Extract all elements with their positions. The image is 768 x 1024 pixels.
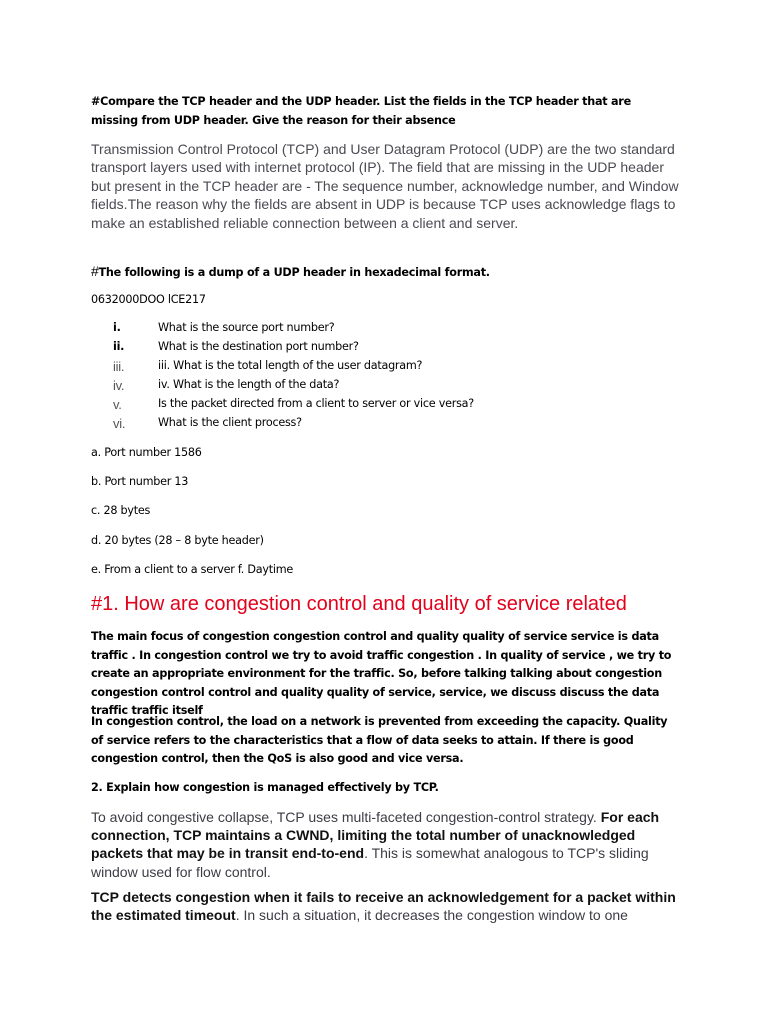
sub-question-list	[113, 321, 673, 435]
list-item: iii. iii. What is the total length of the user datagram?	[113, 359, 423, 374]
paragraph-congestion-load: In congestion control, the load on a network is prevented from exceeding the capacity. Quality of service refers to the characteristics that a flow of data seeks to attain. If there is good congestion control, then the QoS is also good and vice versa.	[91, 715, 668, 765]
question-tcp-congestion: 2. Explain how congestion is managed effectively by TCP.	[91, 781, 439, 794]
list-item: ii. What is the destination port number?	[113, 340, 359, 353]
answer-d: d. 20 bytes (28 – 8 byte header)	[91, 534, 264, 547]
list-item: vi. What is the client process?	[113, 416, 302, 431]
udp-dump-prompt: The following is a dump of a UDP header in hexadecimal format.	[98, 266, 490, 279]
question-udp-dump	[91, 262, 681, 283]
section-heading-congestion-qos: #1. How are congestion control and quality of service related	[91, 593, 627, 615]
answer-tcp-detects: TCP detects congestion when it fails to receive an acknowledgement for a packet within the estimated timeout. In such a situation, it decreases the congestion window to one	[91, 889, 676, 924]
list-item: iv. iv. What is the length of the data?	[113, 378, 340, 393]
answer-tcp-congestion: To avoid congestive collapse, TCP uses multi-faceted congestion-control strategy. For each connection, TCP maintains a CWND, limiting the total number of unacknowledged packets that may be in transit end-to-end. This is somewhat analogous to TCP's sliding window used for flow control.	[91, 809, 660, 880]
hash-mark: #	[91, 263, 99, 279]
paragraph-congestion-focus: The main focus of congestion congestion control and quality quality of service service is data traffic . In congestion control we try to avoid traffic congestion . In quality of service , we try to create an appropriate environment for the traffic. So, before talking talking about congestion congestion control control and quality quality of service, service, we discuss discuss the data traffic traffic itself	[91, 630, 672, 717]
question-tcp-udp-compare: #Compare the TCP header and the UDP header. List the fields in the TCP header that are missing from UDP header. Give the reason for their absence	[91, 95, 631, 127]
list-item: v. Is the packet directed from a client to server or vice versa?	[113, 397, 474, 412]
answer-a: a. Port number 1586	[91, 446, 202, 459]
answer-e: e. From a client to a server f. Daytime	[91, 563, 293, 576]
answer-c: c. 28 bytes	[91, 504, 151, 517]
list-item: i. What is the source port number?	[113, 321, 335, 334]
answer-b: b. Port number 13	[91, 475, 189, 488]
answer-tcp-udp-compare: Transmission Control Protocol (TCP) and User Datagram Protocol (UDP) are the two standard transport layers used with internet protocol (IP). The field that are missing in the UDP header but present in the TCP header are - The sequence number, acknowledge number, and Window fields.The reason why the fields are absent in UDP is because TCP uses acknowledge flags to make an established reliable connection between a client and server.	[91, 141, 679, 231]
hex-dump: 0632000DOO lCE217	[91, 293, 206, 306]
